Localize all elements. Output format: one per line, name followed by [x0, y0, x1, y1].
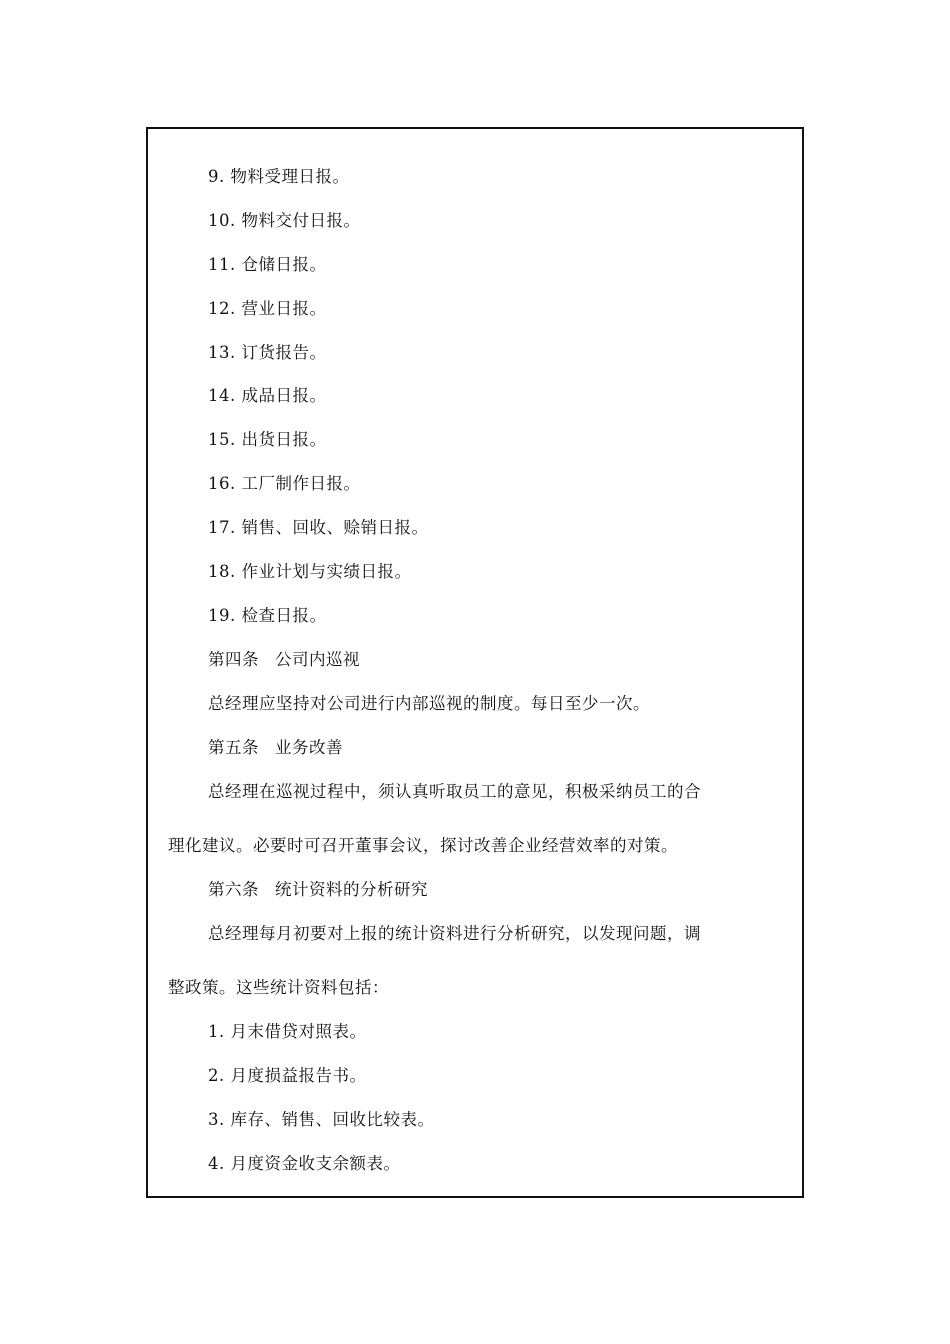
- list-item: 19. 检查日报。: [208, 606, 327, 625]
- list-item: 16. 工厂制作日报。: [208, 474, 361, 493]
- list-item: 12. 营业日报。: [208, 299, 327, 318]
- article-6-title: 统计资料的分析研究: [275, 880, 428, 899]
- list-item: 13. 订货报告。: [208, 343, 327, 362]
- article-5-body-line-2: 理化建议。必要时可召开董事会议，探讨改善企业经营效率的对策。: [168, 836, 678, 855]
- list-item: 17. 销售、回收、赊销日报。: [208, 518, 429, 537]
- list-item: 10. 物料交付日报。: [208, 211, 361, 230]
- list-item: 18. 作业计划与实绩日报。: [208, 562, 412, 581]
- article-4-body: 总经理应坚持对公司进行内部巡视的制度。每日至少一次。: [208, 694, 650, 713]
- article-6-heading: [208, 880, 428, 900]
- list-item: 15. 出货日报。: [208, 430, 327, 449]
- list-item: 14. 成品日报。: [208, 386, 327, 405]
- list-item: 1. 月末借贷对照表。: [208, 1022, 367, 1041]
- article-4-number: 第四条: [208, 650, 259, 669]
- article-4-title: 公司内巡视: [275, 650, 360, 669]
- document-frame: [146, 127, 804, 1198]
- article-5-number: 第五条: [208, 738, 259, 757]
- article-5-heading: [208, 738, 343, 758]
- list-item: 9. 物料受理日报。: [208, 167, 350, 186]
- list-item: 4. 月度资金收支余额表。: [208, 1154, 401, 1173]
- article-6-body-line-2: 整政策。这些统计资料包括：: [168, 978, 389, 997]
- article-6-body-line-1: 总经理每月初要对上报的统计资料进行分析研究，以发现问题，调: [208, 924, 701, 943]
- article-5-title: 业务改善: [275, 738, 343, 757]
- article-4-heading: [208, 650, 360, 670]
- article-6-number: 第六条: [208, 880, 259, 899]
- list-item: 2. 月度损益报告书。: [208, 1066, 367, 1085]
- list-item: 11. 仓储日报。: [208, 255, 327, 274]
- article-5-body-line-1: 总经理在巡视过程中，须认真听取员工的意见，积极采纳员工的合: [208, 782, 701, 801]
- list-item: 3. 库存、销售、回收比较表。: [208, 1110, 435, 1129]
